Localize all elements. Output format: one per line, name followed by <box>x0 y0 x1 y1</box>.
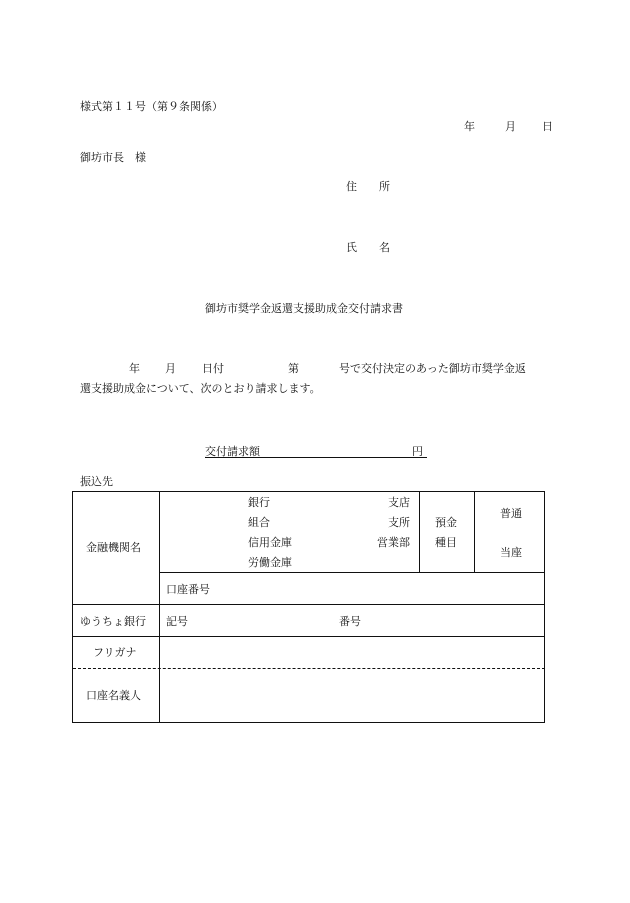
deposit-type-label-2: 種目 <box>435 536 457 549</box>
row-line-yucho <box>73 604 545 605</box>
deposit-divider-2 <box>474 492 475 572</box>
body-month: 月 <box>165 362 176 375</box>
bank-type-4: 労働金庫 <box>248 556 292 569</box>
bank-type-1: 銀行 <box>248 496 270 509</box>
body-line2: 還支援助成金について、次のとおり請求します。 <box>80 382 321 395</box>
kigou-label: 記号 <box>166 615 188 628</box>
row-line-furigana <box>73 636 545 637</box>
date-year-label: 年 <box>464 120 475 133</box>
amount-underline <box>205 457 427 458</box>
bank-type-3: 信用金庫 <box>248 536 292 549</box>
body-dai: 第 <box>288 362 299 375</box>
branch-type-2: 支所 <box>388 516 410 529</box>
deposit-type-label-1: 預金 <box>435 516 457 529</box>
document-title: 御坊市奨学金返還支援助成金交付請求書 <box>205 302 403 315</box>
form-number: 様式第１１号（第９条関係） <box>80 100 223 113</box>
name-label: 氏 名 <box>346 241 390 254</box>
account-number-label: 口座番号 <box>166 583 210 596</box>
deposit-divider-1 <box>419 492 420 572</box>
transfer-label: 振込先 <box>80 475 113 488</box>
account-holder-label: 口座名義人 <box>86 689 141 702</box>
col-divider <box>159 492 160 723</box>
body-line1-rest: 号で交付決定のあった御坊市奨学金返 <box>339 362 526 375</box>
bank-type-2: 組合 <box>248 516 270 529</box>
bangou-label: 番号 <box>339 615 361 628</box>
yucho-label: ゆうちょ銀行 <box>80 615 146 628</box>
row-line-account <box>159 572 545 573</box>
date-day-label: 日 <box>542 120 553 133</box>
body-day-suffix: 日付 <box>202 362 224 375</box>
institution-label: 金融機関名 <box>86 541 141 554</box>
amount-unit: 円 <box>412 445 423 458</box>
deposit-type-futsu: 普通 <box>500 507 522 520</box>
deposit-type-touza: 当座 <box>500 546 522 559</box>
bank-transfer-table <box>72 491 545 723</box>
branch-type-1: 支店 <box>388 496 410 509</box>
amount-label: 交付請求額 <box>205 445 260 458</box>
branch-type-3: 営業部 <box>377 536 410 549</box>
date-month-label: 月 <box>505 120 516 133</box>
addressee: 御坊市長 様 <box>80 151 146 164</box>
body-year: 年 <box>129 362 140 375</box>
row-line-holder <box>73 668 545 669</box>
furigana-label: フリガナ <box>93 646 137 659</box>
address-label: 住 所 <box>346 180 390 193</box>
